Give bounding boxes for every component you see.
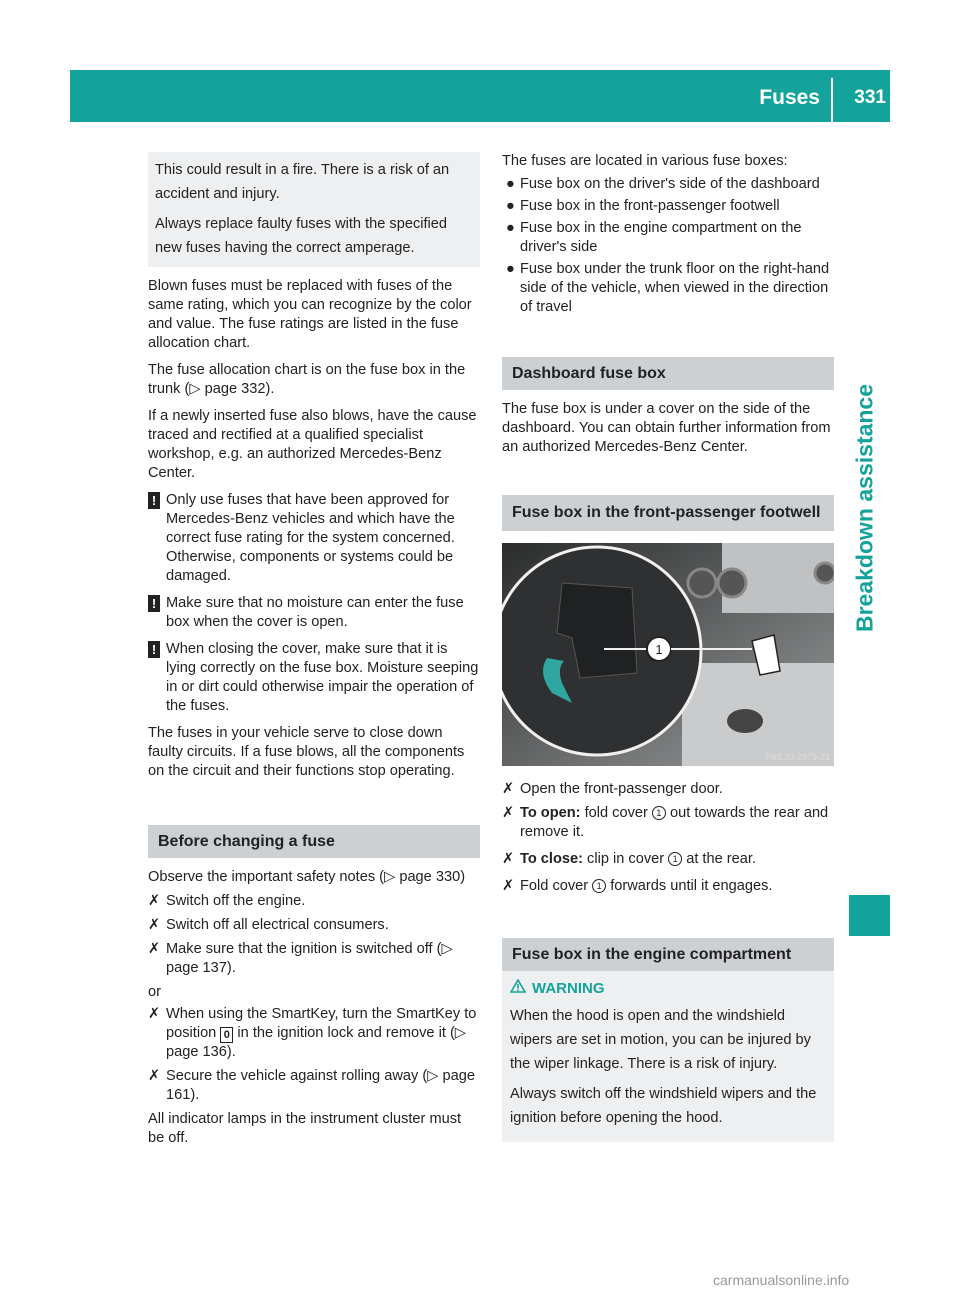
header-separator bbox=[831, 78, 833, 122]
caution-box bbox=[148, 152, 480, 267]
note-text: Make sure that no moisture can enter the fuse box when the cover is open. bbox=[166, 595, 464, 630]
sidebar bbox=[840, 122, 890, 894]
caution-text-1: This could result in a fire. There is a risk of an accident and injury. bbox=[155, 162, 450, 202]
step: ✗ Make sure that the ignition is switched off (▷ page 137). bbox=[148, 941, 453, 976]
paragraph: The fuse box is under a cover on the side of the dashboard. You can obtain further information from an authorized Mercedes-Benz Center. bbox=[502, 401, 831, 455]
watermark: carmanualsonline.info bbox=[713, 1272, 850, 1288]
footwell-photo bbox=[502, 543, 834, 766]
step: ✗ Switch off the engine. bbox=[148, 893, 306, 909]
section-heading: Before changing a fuse bbox=[148, 825, 480, 858]
step: ✗ To close: clip in cover 1 at the rear. bbox=[502, 851, 756, 867]
arrow-icon: ✗ bbox=[148, 917, 161, 933]
arrow-icon: ✗ bbox=[148, 893, 161, 909]
step: ✗ Fold cover 1 forwards until it engages. bbox=[502, 878, 773, 894]
arrow-icon: ✗ bbox=[148, 941, 161, 957]
right-column bbox=[502, 152, 834, 1142]
paragraph: The fuse allocation chart is on the fuse box in the trunk (▷ page 332). bbox=[148, 362, 466, 397]
paragraph: If a newly inserted fuse also blows, have the cause traced and rectified at a qualified specialist workshop, e.g. an authorized Mercedes-Benz Center. bbox=[148, 408, 477, 481]
bullet-icon: ● bbox=[506, 176, 515, 192]
callout-1-icon: 1 bbox=[652, 806, 666, 820]
arrow-icon: ✗ bbox=[148, 1068, 161, 1084]
list-item: ● Fuse box in the engine compartment on the driver's side bbox=[506, 220, 802, 255]
arrow-icon: ✗ bbox=[148, 1006, 161, 1022]
arrow-icon: ✗ bbox=[502, 851, 515, 867]
callout-number: 1 bbox=[655, 642, 663, 657]
paragraph: The fuses are located in various fuse boxes: bbox=[502, 153, 788, 169]
sidebar-label: Breakdown assistance bbox=[851, 383, 878, 633]
warning-title: WARNING bbox=[510, 979, 826, 998]
page-number: 331 bbox=[854, 87, 886, 108]
ignition-position-icon: 0 bbox=[220, 1027, 233, 1043]
exclamation-icon: ! bbox=[148, 595, 160, 612]
page-header bbox=[70, 70, 890, 122]
paragraph: All indicator lamps in the instrument cluster must be off. bbox=[148, 1111, 462, 1146]
list-item: ● Fuse box in the front-passenger footwell bbox=[506, 198, 780, 214]
callout-1-icon: 1 bbox=[592, 879, 606, 893]
list-item: ● Fuse box under the trunk floor on the right-hand side of the vehicle, when viewed in the direction of travel bbox=[506, 261, 830, 315]
left-column bbox=[148, 152, 480, 1156]
warning-box bbox=[502, 971, 834, 1142]
step: ✗ Open the front-passenger door. bbox=[502, 781, 723, 797]
section-heading: Dashboard fuse box bbox=[502, 357, 834, 390]
caution-text-2: Always replace faulty fuses with the specified new fuses having the correct amperage. bbox=[155, 216, 448, 256]
arrow-icon: ✗ bbox=[502, 805, 515, 821]
paragraph: The fuses in your vehicle serve to close down faulty circuits. If a fuse blows, all the components on the circuit and their functions stop operating. bbox=[148, 725, 465, 779]
step: ✗ When using the SmartKey, turn the SmartKey to position 0 in the ignition lock and remove it (▷ page 136). bbox=[148, 1006, 477, 1060]
step: ✗ To open: fold cover 1 out towards the rear and remove it. bbox=[502, 805, 829, 840]
bullet-icon: ● bbox=[506, 261, 515, 277]
header-title: Fuses bbox=[759, 86, 820, 109]
or-text: or bbox=[148, 984, 161, 1000]
section-heading: Fuse box in the front-passenger footwell bbox=[502, 495, 834, 531]
sidebar-tab bbox=[849, 895, 890, 936]
arrow-icon: ✗ bbox=[502, 781, 515, 797]
note bbox=[148, 491, 480, 586]
step: ✗ Switch off all electrical consumers. bbox=[148, 917, 389, 933]
paragraph: Blown fuses must be replaced with fuses of the same rating, which you can recognize by the color and value. The fuse ratings are listed in the fuse allocation chart. bbox=[148, 278, 472, 351]
exclamation-icon: ! bbox=[148, 492, 160, 509]
arrow-icon: ✗ bbox=[502, 878, 515, 894]
list-item: ● Fuse box on the driver's side of the dashboard bbox=[506, 176, 820, 192]
warning-triangle-icon bbox=[510, 979, 528, 998]
warning-text: Always switch off the windshield wipers and the ignition before opening the hood. bbox=[510, 1086, 817, 1126]
step: ✗ Secure the vehicle against rolling away (▷ page 161). bbox=[148, 1068, 475, 1103]
footwell-illustration bbox=[502, 543, 834, 766]
bullet-icon: ● bbox=[506, 198, 515, 214]
image-code: P68.20-2979-31 bbox=[765, 752, 830, 762]
bullet-icon: ● bbox=[506, 220, 515, 236]
note bbox=[148, 640, 480, 716]
note-text: Only use fuses that have been approved for Mercedes-Benz vehicles and which have the correct fuse rating for the system concerned. Otherwise, components or systems could be damaged. bbox=[166, 492, 455, 584]
exclamation-icon: ! bbox=[148, 641, 160, 658]
paragraph: Observe the important safety notes (▷ page 330) bbox=[148, 869, 466, 885]
note bbox=[148, 594, 480, 632]
callout-1-icon: 1 bbox=[668, 852, 682, 866]
note-text: When closing the cover, make sure that it is lying correctly on the fuse box. Moisture seeping in or dirt could otherwise impair the operation of the fuses. bbox=[166, 641, 479, 714]
section-heading: Fuse box in the engine compartment bbox=[502, 938, 834, 971]
warning-text: When the hood is open and the windshield wipers are set in motion, you can be injured by the wiper linkage. There is a risk of injury. bbox=[510, 1008, 811, 1072]
